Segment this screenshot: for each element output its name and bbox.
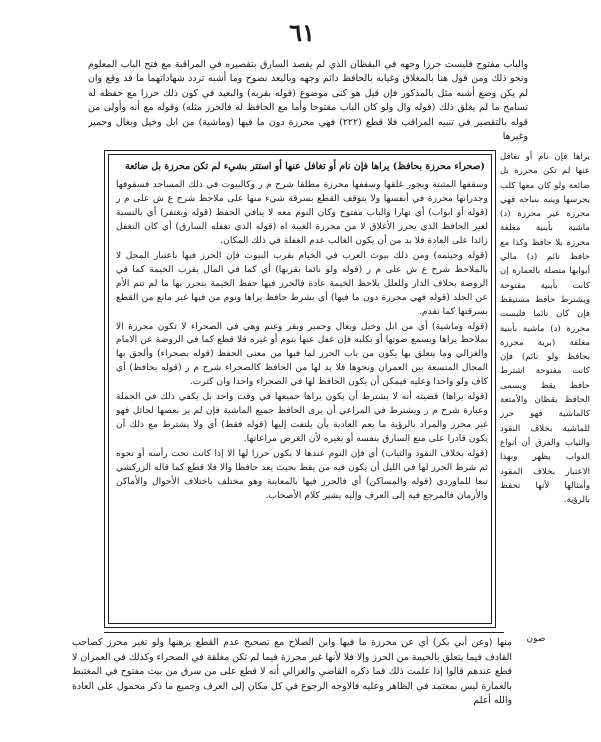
- main-paragraph: (قوله وحيثمه) ومن ذلك بيوت العرب في الخيام بقرب البيوت فإن الحرز فيها باعتبار المحل لا بالملاحظ شرح ع ش على م ر (قوله ولو نائما بقربها) أي كما في المال يقرب الخيمة كما في الروضة بخلاف الدار وللعلل يلاحظ الخيمة عادة فالحرز فيها حفظ الخيمة يتحرز بها ما لم تنم الأم عن الجلد (قوله فهي محرزة دون ما فيها) أي بشرط حافظ يراها ونوم من فيها غير مانع من القطع بسرقتها كما تقدم.: [116, 249, 488, 317]
- main-paragraph: (قوله يراها) قضيته أنه لا يشترط أن يكون يراها جميعها في وقت واحد بل يكفي ذلك في الجملة وعبارة شرح م ر ويشترط في المراعي أن يرى الحافظ جميع الماشية فإن لم ير بعضها لحائل فهو غير محرز والمراد بالرؤية ما يعم العادية بأن يلتفت إليها (قوله فقط) أي ولا يشترط مع ذلك أن يكون قادرا على منع السارق بنفسه أو بغيره لأن الغرض مراعاتها.: [116, 391, 488, 445]
- main-paragraph: وسقفها المثبتة وبجور غلقها وسقفها محرزة مطلقا شرح م ر وكالبيوت في ذلك المساجد فسقوفها وجدرانها محرزة في أنفسها ولا يتوقف القطع بسرقة شيء منها على ملاحظ شرح ع ش على م ر (قوله أو ابواب) أي نهارا والباب مفتوح وكان النوم معه لا ينافي الحفظ (قوله ويغتفر) أي بالنسبة لغير الحافظ الذي يحرز الأغلاق لا من محرزة الغيبة اه (قوله الذي تغفله السارق) أي كان التغفل زائدا على العادة فلا بد من أن يكون الغالب عدم الغفلة في ذلك المكان.: [116, 179, 488, 246]
- top-text-block: والباب مفتوح فليست حرزا وجهه في البقظان الذي لم يقصد السارق بتقصيره في المراقبة مع فتح الباب المعلوم ونحو ذلك ومن قول هنا بالمغلاق وغيابه بالحافظ دائم وجهه وبالبعد نصوح وما أشبه تردد شهاداتهما ما قد وقع وان لم يكن وضع أشبه مثل بالمذكور فإن قيل هو كنى موضوع (قوله بقربه) والبعيد في كون ذلك حرزا مع حفظه له تسامح ما لم يغلق ذلك (قوله وال ولو كان الباب مفتوحا وأما مع الحافظ له فالحرز مثله) وقوله مع أنه وأولى من قوله بالتقصير في تنبيه المراقب فلا قطع (٢٢٢) فهي محرزة دون ما فيها (وماشية) من ابل وخيل وبغال وحمير وغيرها: [88, 59, 528, 143]
- main-paragraph: (قوله وماشية) أي من ابل وخيل وبغال وحمير وبقر وغنم وهي في الصحراء لا تكون محرزة الا بملاحظ يراها ويسمع صوتها أو بكلبه فإن غفل عنها بنوم أو غيره فلا قطع كما في الروضة عن الامام والغزالي وما يتعلق بها يكون من باب الحرز لما فيها من معنى الحفظ (قوله بصحراء) وألحق بها المحال المتسعة بين العمران ونحوها فلا بد لها من الحافظ كالصحراء شرح م ر (قوله بحافظ) أي كاف ولو واحدا وعليه فيمكن أن يكون الحافظ لها في الصحراء واحدا وان كثرت.: [116, 320, 488, 388]
- page-number: ٦١: [289, 18, 315, 47]
- frame-title-line: (صحراء محرزة بحافظ) يراها فإن نام أو تغافل عنها أو استتر بشيء لم تكن محرزة بل ضائعة: [125, 161, 485, 172]
- bottom-divider: [104, 632, 504, 633]
- bottom-side-note: صون: [526, 634, 546, 644]
- margin-text-column: [500, 150, 590, 630]
- bottom-paragraph: منها (وعن أبي بكر) أي عن محرزة ما فيها وابن الصلاح مع تصحيح عدم القطع برهنها ولو تغير محرز كصاحب القادف فيما يتعلق بالخيمة من الحرز وإلا فلا لأنها غير محرزة فيما لم تكن مغلقة في الصحراء وكذلك في العمران لا قطع عندهم قالوا إذا علمت ذلك فما ذكره القاضي والغزالي أنه لا قطع على من سرق من بيت مفتوح في المغتبط بالعمارة ليس بمعتمد في الظاهر وعليه فالاوجه الرجوع في كل مكان إلى العرف وجميع ما ذكر محمول على العادة والله أعلم: [72, 637, 512, 707]
- bottom-text-block: [72, 636, 512, 736]
- main-commentary-column: [116, 178, 488, 620]
- main-paragraph: (قوله بخلاف النقود والثياب) أي فإن النوم عندها لا يكون حرزا لها الا إذا كانت تحت رأسه أو نحوه ثم شرط الحرز لها في الليل أن يكون فيه من يقظ بحيث يعد حافظا والا فلا قطع كما قاله الزركشي تبعا للماوردي (قوله والمساكن) أي فالحرز فيها بالمعاينة وهو مختلف باختلاف الأحوال والأماكن والأزمان فالمرجع فيه إلى العرف وإليه يشير كلام الأصحاب.: [116, 448, 488, 501]
- margin-paragraph: يراها فإن نام أو تغافل عنها لم تكن محرزة بل ضائعة ولو كان معها كلب يحرسها وينبه بنباحه فهي محرزة غير محرزة (د) ماشية بأبنية مغلقة محرزة بلا حافظ وكذا مع حافظ نائم (د) مالي أبوابها متصلة بالعمارة إن كانت بأبنية مفتوحة ويشترط حافظ مستيقظ فإن كان نائما فليست محرزة (د) ماشية بأبنية مغلقة (برية محرزة بحافظ ولو نائم) فإن كانت مفتوحة اشترط حافظ يقظ ويسمى الحافظ يقظان والأمتعة كالماشية فهو حرز للماشية بخلاف النقود والثياب والفرق أن أنواع الدواب يظهر وبهذا الاعتبار بخلاف المقود وأمثالها لأنها تحفظ بالرؤية.: [500, 152, 590, 506]
